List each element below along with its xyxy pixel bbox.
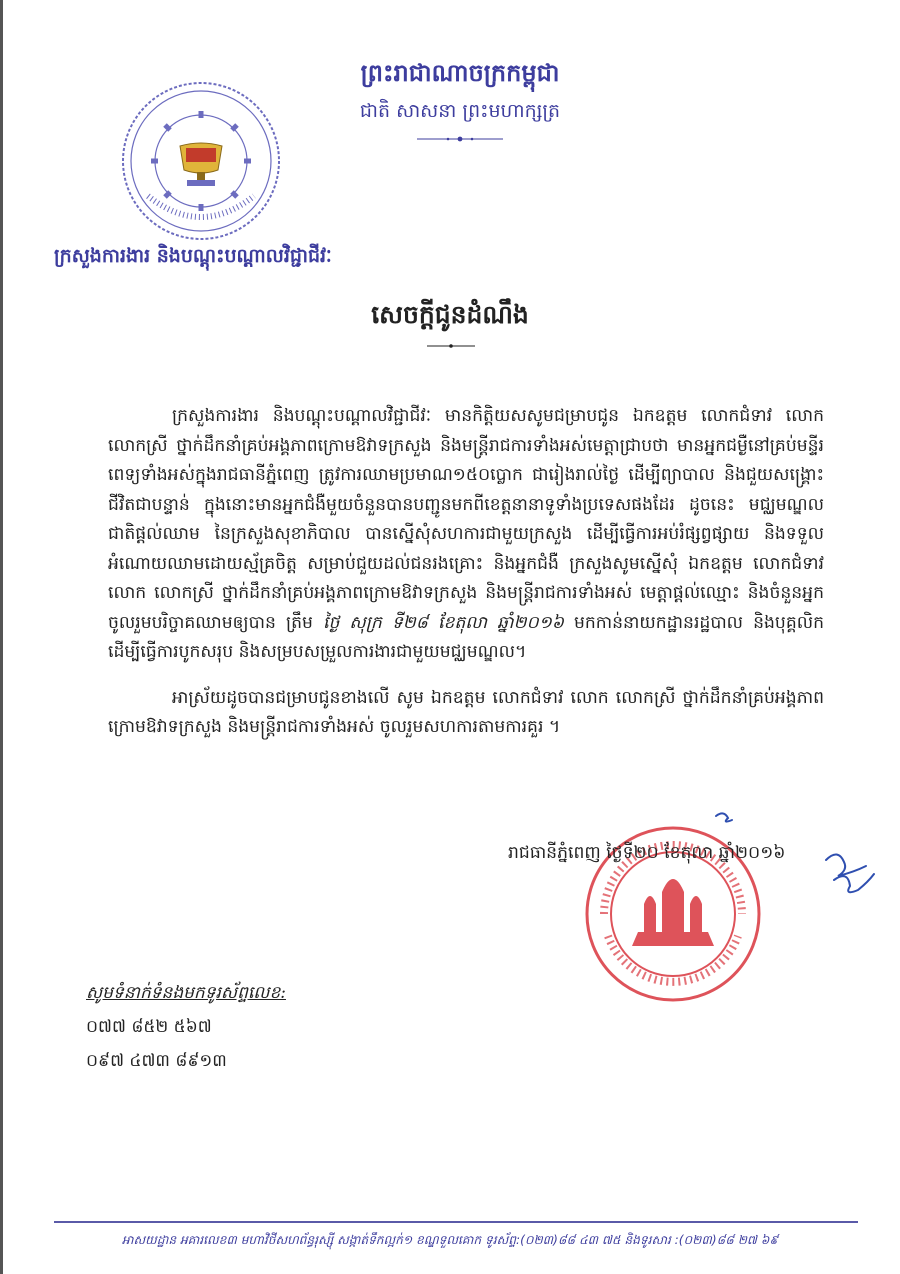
title-ornament-icon: [425, 342, 477, 350]
body-paragraph-2: អាស្រ័យដូចបានជម្រាបជូនខាងលើ សូម ឯកឧត្តម លោកជំទាវ លោក លោកស្រី ថ្នាក់ដឹកនាំគ្រប់អង្គភាពក្រោមឱវាទក្រសួង និងមន្ត្រីរាជការទាំងអស់ ចូលរួមសហការតាមការគួរ ។: [108, 687, 824, 737]
kingdom-heading: [330, 58, 590, 143]
document-title: សេចក្តីជូនដំណឹង: [371, 300, 529, 329]
letterhead: [0, 0, 900, 280]
kingdom-name: ព្រះរាជាណាចក្រកម្ពុជា: [360, 58, 560, 87]
footer-divider: [54, 1221, 858, 1223]
phone-number-1: ០៧៧ ៨៥២ ៥៦៧: [86, 1017, 212, 1037]
paragraph-1-tail: មកកាន់នាយកដ្ឋានរដ្ឋបាល និងបុគ្គលិក ដើម្បីធ្វើការបូកសរុប និងសម្របសម្រួលការងារជាមួយមជ្ឈមណ្ឌល។: [108, 612, 825, 662]
ministry-seal-icon: [118, 78, 284, 244]
phone-number-2: ០៩៧ ៤៧៣ ៨៩១៣: [86, 1051, 227, 1071]
heading-ornament-icon: [415, 135, 505, 143]
ministry-name: ក្រសួងការងារ និងបណ្តុះបណ្តាលវិជ្ជាជីវៈ: [54, 245, 332, 267]
contact-info: [86, 976, 286, 1078]
contact-label: សូមទំនាក់ទំនងមកទូរស័ព្ទលេខ:: [86, 983, 286, 1003]
footer-address: អាសយដ្ឋាន អគារលេខ៣ មហាវិថីសហព័ន្ធរុស្ស៊ី សង្កាត់ទឹកល្អក់១ ខណ្ឌទួលគោក ទូរស័ព្ទ:(០២៣)៨៨ ៤៣ ៧៥ និងទូរសារ :(០២៣)៨៨ ២៧ ៦៩: [121, 1233, 779, 1247]
paragraph-1-lead: ក្រសួងការងារ និងបណ្តុះបណ្តាលវិជ្ជាជីវៈ មានកិត្តិយសសូមជម្រាបជូន ឯកឧត្តម លោកជំទាវ លោក លោកស្រី ថ្នាក់ដឹកនាំគ្រប់អង្គភាពក្រោមឱវាទក្រសួង និងមន្ត្រីរាជការទាំងអស់មេត្តាជ្រាបថា មានអ្នកជម្ងឺនៅគ្រប់មន្ទីរពេទ្យទាំងអស់ក្នុងរាជធានីភ្នំពេញ ត្រូវការឈាមប្រមាណ១៥០ប្លោក ជារៀងរាល់ថ្ងៃ ដើម្បីព្យាបាល និងជួយសង្គ្រោះជីវិតជាបន្ទាន់ ក្នុងនោះមានអ្នកជំងឺមួយចំនួនបានបញ្ជូនមកពីខេត្តនានាទូទាំងប្រទេសផងដែរ ដូចនេះ មជ្ឈមណ្ឌលជាតិផ្តល់ឈាម នៃក្រសួងសុខាភិបាល បានស្នើសុំសហការជាមួយក្រសួង ដើម្បីធ្វើការអប់រំផ្សព្វផ្សាយ និងទទួលអំណោយឈាមដោយស្ម័គ្រចិត្ត សម្រាប់ជួយដល់ជនរងគ្រោះ និងអ្នកជំងឺ ក្រសួងសូមស្នើសុំ ឯកឧត្តម លោកជំទាវ លោក លោកស្រី ថ្នាក់ដឹកនាំគ្រប់អង្គភាពក្រោមឱវាទក្រសួង និងមន្ត្រីរាជការទាំងអស់ មេត្តាផ្តល់ឈ្មោះ និងចំនួនអ្នកចូលរួមបរិច្ចាគឈាមឲ្យបាន ត្រឹម: [108, 406, 824, 633]
notice-body: [108, 402, 824, 743]
body-paragraph-1: [108, 402, 824, 668]
national-motto: ជាតិ សាសនា ព្រះមហាក្សត្រ: [359, 100, 561, 122]
dateline: រាជធានីភ្នំពេញ ថ្ងៃទី២០ ខែតុលា ឆ្នាំ២០១៦: [508, 843, 786, 863]
signature-icon: [698, 810, 878, 910]
deadline-date: ថ្ងៃ សុក្រ ទី២៨ ខែតុលា ឆ្នាំ២០១៦: [323, 612, 564, 633]
